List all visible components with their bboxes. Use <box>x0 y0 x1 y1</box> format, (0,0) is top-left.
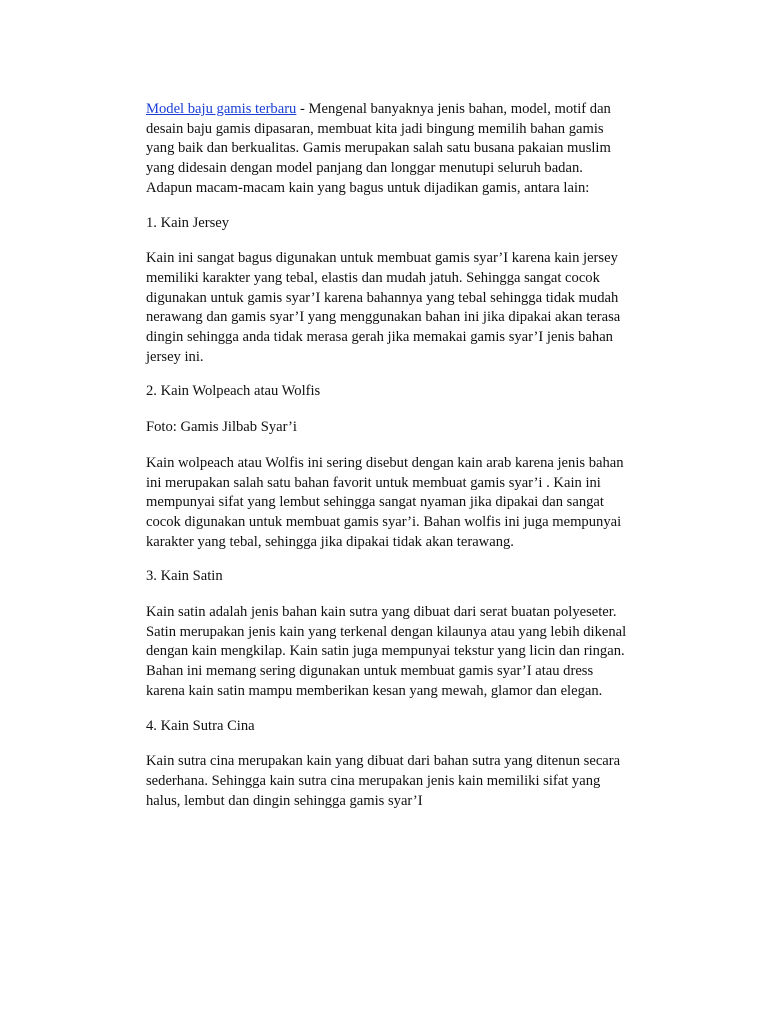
paragraph-kain-jersey <box>146 249 666 367</box>
paragraph-kain-sutra-cina <box>146 752 666 811</box>
text-line: Satin merupakan jenis kain yang terkenal dengan kilaunya atau yang lebih dikenal <box>146 623 627 640</box>
text-line: karena kain satin mampu memberikan kesan yang mewah, glamor dan elegan. <box>146 682 603 699</box>
paragraph-kain-wolpeach <box>146 454 666 553</box>
intro-line: desain baju gamis dipasaran, membuat kita jadi bingung memilih bahan gamis <box>146 120 604 137</box>
model-baju-gamis-link[interactable]: Model baju gamis terbaru <box>146 101 297 117</box>
intro-line-1 <box>146 100 666 120</box>
intro-line: Adapun macam-macam kain yang bagus untuk dijadikan gamis, antara lain: <box>146 179 590 196</box>
intro-line: yang baik dan berkualitas. Gamis merupakan salah satu busana pakaian muslim <box>146 140 611 157</box>
intro-paragraph <box>146 100 666 199</box>
text-line: Kain sutra cina merupakan kain yang dibuat dari bahan sutra yang ditenun secara <box>146 753 621 770</box>
intro-line: yang didesain dengan model panjang dan longgar menutupi seluruh badan. <box>146 160 583 177</box>
section-heading-kain-wolpeach: 2. Kain Wolpeach atau Wolfis <box>146 383 321 400</box>
text-line: digunakan untuk gamis syar’I karena bahannya yang tebal sehingga tidak mudah <box>146 289 619 306</box>
section-heading-kain-jersey: 1. Kain Jersey <box>146 214 230 231</box>
text-line: memiliki karakter yang tebal, elastis dan mudah jatuh. Sehingga sangat cocok <box>146 269 600 286</box>
text-line: jersey ini. <box>146 348 204 365</box>
text-line: nerawang dan gamis syar’I yang menggunakan bahan ini jika dipakai akan terasa <box>146 309 621 326</box>
text-line: sederhana. Sehingga kain sutra cina merupakan jenis kain memiliki sifat yang <box>146 772 601 789</box>
text-line: halus, lembut dan dingin sehingga gamis syar’I <box>146 792 423 809</box>
photo-caption: Foto: Gamis Jilbab Syar’i <box>146 419 297 436</box>
text-line: mempunyai sifat yang lembut sehingga sangat nyaman jika dipakai dan sangat <box>146 494 604 511</box>
paragraph-kain-satin <box>146 603 666 702</box>
text-line: karakter yang tebal, sehingga jika dipakai tidak akan terawang. <box>146 533 514 550</box>
text-line: ini merupakan salah satu bahan favorit untuk membuat gamis syar’i . Kain ini <box>146 474 601 491</box>
text-line: Kain ini sangat bagus digunakan untuk membuat gamis syar’I karena kain jersey <box>146 250 618 267</box>
text-line: Kain satin adalah jenis bahan kain sutra yang dibuat dari serat buatan polyeseter. <box>146 604 617 621</box>
document-body <box>146 100 666 826</box>
section-heading-kain-satin: 3. Kain Satin <box>146 568 223 585</box>
text-line: Bahan ini memang sering digunakan untuk membuat gamis syar’I atau dress <box>146 663 594 680</box>
text-line: Kain wolpeach atau Wolfis ini sering disebut dengan kain arab karena jenis bahan <box>146 454 624 471</box>
section-heading-kain-sutra-cina: 4. Kain Sutra Cina <box>146 717 255 734</box>
text-line: cocok digunakan untuk membuat gamis syar’i. Bahan wolfis ini juga mempunyai <box>146 513 622 530</box>
intro-line-1-text: - Mengenal banyaknya jenis bahan, model, motif dan <box>296 101 611 117</box>
text-line: dingin sehingga anda tidak merasa gerah jika memakai gamis syar’I jenis bahan <box>146 329 613 346</box>
text-line: dengan kain mengkilap. Kain satin juga mempunyai tekstur yang licin dan ringan. <box>146 643 625 660</box>
